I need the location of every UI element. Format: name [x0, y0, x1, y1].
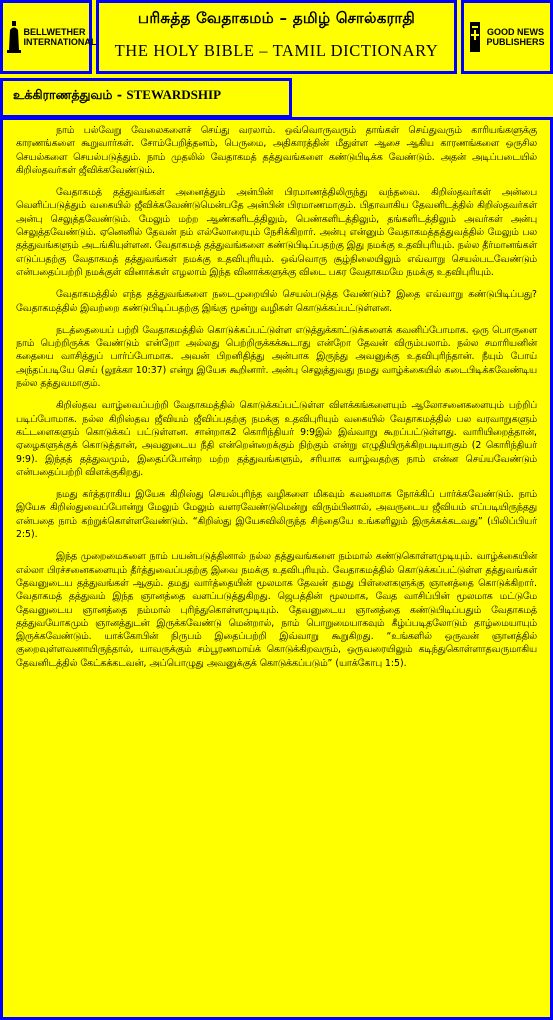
good-news-logo [461, 0, 553, 74]
section-title-tamil: உக்கிராணத்துவம் [13, 87, 113, 102]
bellwether-logo [0, 0, 97, 74]
paragraph: நாம் பல்வேறு வேலைகளைச் செய்து வரலாம். ஒவ்வொருவரும் தாங்கள் செய்துவரும் காரியங்களுக்கு காரணங்களை கூறுவார்கள். சோம்பேறித்தனம், பெருமை, அதிகாரத்தின் மீதுள்ள ஆசை ஆகிய காரணங்களை ஒருசில செயல்களை செயல்படுத்தும். நாம் முதலில் வேதாகமத் தத்துவங்களை கண்டுபிடிக்க வேண்டும். அதன் அடிப்படையில் கிறிஸ்தவர்கள் ஜீவிக்கவேண்டும். [16, 125, 537, 176]
paragraph: நமது கர்த்தராகிய இயேசு கிறிஸ்து செயல்புரிந்த வழிகளை மிகவும் கவனமாக நோக்கிப் பார்க்கவேண்டும். நாம் இயேசு கிறிஸ்துவைப்போன்று மேலும் மேலும் வளரவேண்டுமென்று விரும்பினால், அவருடைய ஜீவியம் எப்படியிருந்தது என்பதை நாம் கற்றுக்கொள்ளவேண்டும். “கிறிஸ்து இயேசுவிலிருந்த சிந்தையே உங்களிலும் இருக்கக்கடவது” (பிலிப்பியர் 2:5). [16, 489, 537, 541]
title-english: THE HOLY BIBLE – TAMIL DICTIONARY [114, 41, 439, 60]
section-title-separator: - [112, 87, 127, 102]
book-icon [468, 20, 482, 54]
paragraph: நடத்தையைப் பற்றி வேதாகமத்தில் கொடுக்கப்பட்டுள்ள எடுத்துக்காட்டுக்களைக் கவனிப்போமாக. ஒரு பொருளை நாம் பெற்றிருக்க வேண்டும் என்றோ அல்லது பெற்றிருக்கக்கூடாது என்றோ தேவன் விரும்பலாம். நல்ல சமாரியனின் கதையை வாசித்துப் பார்ப்போமாக. அவன் பிறனிதித்து அன்பாக இருந்து அவனுக்கு உதவிபுரிந்தான். நீயும் போய் அந்தப்படியே செய் (லூக்கா 10:37) என்று இயேசு கூறினார். அன்பு செலுத்துவது நமது வாழ்க்கையில் கடைபிடிக்கவேண்டிய நல்ல தத்துவமாகும். [16, 324, 537, 390]
left-logo-text: BELLWETHER INTERNATIONAL [23, 27, 97, 47]
header [0, 0, 553, 78]
title-tamil: பரிசுத்த வேதாகமம் – தமிழ் சொல்கராதி [137, 9, 416, 27]
article-body [0, 117, 553, 1020]
paragraph: இந்த முறைமைகளை நாம் பயன்படுத்தினால் நல்ல தத்துவங்களை நம்மால் கண்டுகொள்ளமுடியும். வாழ்க்கையின் எல்லா பிரச்சனைகளையும் தீர்த்துவைப்பதற்கு இவை நமக்கு உதவிபுரியும். வேதாகமத்தில் கொடுக்கப்பட்டுள்ள தத்துவங்கள் தேவனுடைய தத்துவங்கள் ஆகும். தமது வார்த்தையின் மூலமாக தேவன் தமது பிள்ளைகளுக்கு ஞானத்தை கொடுக்கிறார். வேதாகமத் தத்துவம் இந்த ஞானத்தை வளப்படுத்துகிறது. ஜெபத்தின் மூலமாக, வேத வாசிப்பின் மூலமாக மட்டுமே தேவனுடைய ஞானத்தை நம்மால் புரிந்துகொள்ளமுடியும். தேவனுடைய ஞானத்தை கண்டுபிடிப்பதும் வேதாகமத் தத்துவயோகமும் ஞானத்துடன் இருக்கவேண்டு மென்றால், நாம் பொறுமையாகவும் கீழ்ப்படிதலோடும் தாழ்மையாயும் இருக்கவேண்டும். யாக்கோபின் நிருபம் இதைப்பற்றி இவ்வாறு கூறுகிறது. “உங்களில் ஒருவன் ஞானத்தில் குறைவுள்ளவனாயிருந்தால், யாவருக்கும் சம்பூரணமாய்க் கொடுக்கிறவரும், ஒருவரையிலும் கடிந்துகொள்ளாதவருமாகிய தேவனிடத்தில் கேட்கக்கடவன், அப்பொழுது அவனுக்குக் கொடுக்கப்படும்” (யாக்கோபு 1:5). [16, 551, 537, 669]
paragraph: வேதாகமத் தத்துவங்கள் அனைத்தும் அன்பின் பிரமாணத்திலிருந்து வந்தவை. கிறிஸ்தவர்கள் அன்பை வெளிப்படுத்தும் வகையில் ஜீவிக்கவேண்டுமென்பதே அன்பின் பிரமாணமாகும். பிதாவாகிய தேவனிடத்தில் கிறிஸ்தவர்கள் அன்பு செலுத்தவேண்டும். மேலும் மற்ற ஆண்களிடத்திலும், பெண்களிடத்திலும், தங்களிடத்திலும் அவர்கள் அன்பு செலுத்தவேண்டும். ஏனெனில் தேவன் நம் எல்லோரையும் நேசிக்கிறார். அன்பு என்னும் வேதாகமத்தத்துவத்தில் மேலும் பல தத்துவங்களும் அடங்கியுள்ளன. வேதாகமத் தத்துவங்களை கண்டுபிடிப்பதற்கு இது நமக்கு உதவிபுரியும். நல்ல தீர்மானங்கள் எடுப்பதற்கு வேதாகமத் தத்துவங்கள் நமக்கு உதவிபுரியும். ஒவ்வொரு சூழ்நிலையிலும் எவ்வாறு செயல்படவேண்டும் என்பதைப்பற்றி நமக்குள் வினாக்கள் எழலாம் இந்த வினாக்களுக்கு விடை பகர வேதாகமமே நமக்கு உதவிபுரியும். [16, 187, 537, 278]
title-block [96, 0, 457, 74]
right-logo-text: GOOD NEWS PUBLISHERS [486, 27, 545, 47]
paragraph: வேதாகமத்தில் எந்த தத்துவங்களை நடைமுறையில் செயல்படுத்த வேண்டும்? இதை எவ்வாறு கண்டுபிடிப்பது? வேதாகமத்தில் இவற்றை கண்டுபிடிப்பதற்கு இங்கு மூன்று வழிகள் கொடுக்கப்பட்டுள்ளன. [16, 289, 537, 314]
bell-icon [7, 20, 21, 54]
paragraph: கிறிஸ்தவ வாழ்வைப்பற்றி வேதாகமத்தில் கொடுக்கப்பட்டுள்ள விளக்கங்களையும் ஆலோசனைகளையும் பற்றிப் படிப்போமாக. நல்ல கிறிஸ்தவ ஜீவியம் ஜீவிப்பதற்கு நமக்கு உதவிபுரியும் வகையில் வேதாகமத்தில் பல வரவாறுகளும் கட்டளைகளும் கொடுக்கப் பட்டுள்ளன. சான்றாக2 கொரிந்தியர் 9:9இல் இவ்வாறு கூறப்பட்டுள்ளது. வாரியிறைத்தான், ஏழைகளுக்குக் கொடுத்தான், அவனுடைய நீதி என்றென்றைக்கும் நிற்கும் என்று எழுதியிருக்கிறபடியாகும் (2 கொரிந்தியர் 9:9). இந்தத் தத்துவமும், இதைப்போன்ற மற்ற தத்துவங்களும், சரியாக வாழ்வதற்கு நாம் என்ன செய்யவேண்டும் என்பதைப்பற்றி விளக்குகிறது. [16, 400, 537, 478]
section-title-english: STEWARDSHIP [126, 87, 222, 102]
section-title [0, 78, 292, 118]
